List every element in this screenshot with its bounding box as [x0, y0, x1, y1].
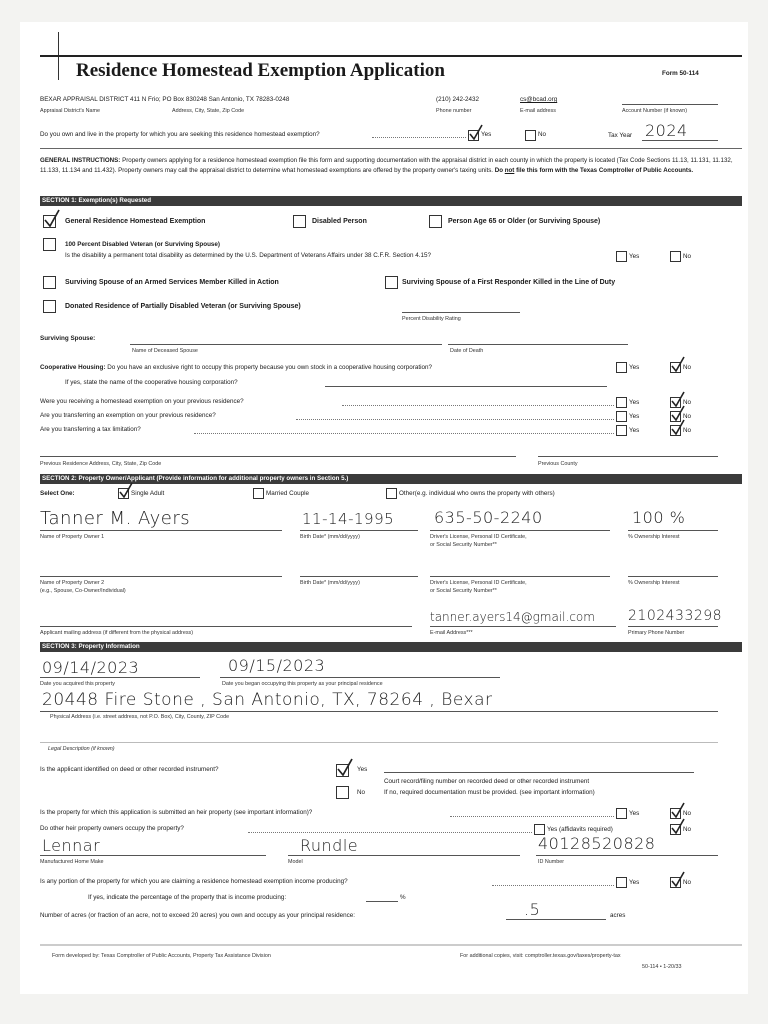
coop-no-label: No [683, 364, 692, 371]
heir-no-label: No [683, 810, 692, 817]
coop-no-checkbox[interactable] [670, 362, 681, 373]
acres-value[interactable]: .5 [524, 900, 541, 919]
mailing-line [40, 626, 412, 627]
death-caption: Date of Death [450, 348, 484, 354]
deed-yes-label: Yes [357, 766, 368, 773]
veteran-yes-checkbox[interactable] [616, 251, 627, 262]
tax-year-line [642, 140, 718, 141]
limitation-yes-checkbox[interactable] [616, 425, 627, 436]
first-responder-checkbox[interactable] [385, 276, 398, 289]
owner2-caption-1: Name of Property Owner 2 [40, 580, 105, 586]
court-record-line [384, 772, 694, 773]
veteran-no-label: No [683, 253, 692, 260]
owner2-pct-line [628, 576, 718, 577]
affidavits-label: Yes (affidavits required) [547, 826, 613, 833]
district-name-caption: Appraisal District's Name [40, 108, 101, 114]
court-caption: Court record/filing number on recorded deed or other recorded instrument [384, 778, 590, 785]
other-checkbox[interactable] [386, 488, 397, 499]
general-instructions-text: Property owners applying for a residence homestead exemption file this form and supporting documentation with the appraisal district in each county in which the property is located (Tax Code Sections 11.13, 11.131, 11.132, 11.133, 11.134 and 11.432). Property owners may call the appraisal district to determine what homestead exemptions are offered by the property owner's taxing units. [40, 157, 733, 174]
id-caption-2: or Social Security Number** [430, 542, 497, 548]
prev-county-line [538, 456, 718, 457]
transfer-no-label: No [683, 413, 692, 420]
general-instructions-label: GENERAL INSTRUCTIONS: [40, 157, 121, 164]
transfer-question: Are you transferring an exemption on your previous residence? [40, 412, 216, 419]
owner1-percent[interactable]: 100 % [632, 508, 686, 527]
leader-dots [372, 132, 466, 138]
veteran100-label: 100 Percent Disabled Veteran (or Surviving Spouse) [65, 241, 221, 248]
district-line [40, 96, 289, 103]
owner2-id-line [430, 576, 610, 577]
income-percent-question: If yes, indicate the percentage of the property that is income producing: [88, 894, 287, 901]
coop-yes-checkbox[interactable] [616, 362, 627, 373]
percent-line [402, 312, 520, 313]
deed-yes-checkbox[interactable] [336, 764, 349, 777]
surviving-spouse-label: Surviving Spouse: [40, 335, 96, 342]
model-line [288, 855, 520, 856]
divider [40, 148, 742, 149]
owner1-birth-line [300, 530, 418, 531]
acres-question: Number of acres (or fraction of an acre, not to exceed 20 acres) you own and occupy as your principal residence: [40, 912, 356, 919]
home-id[interactable]: 40128520828 [538, 834, 656, 853]
required-caption: If no, required documentation must be provided. (see important information) [384, 789, 595, 796]
footer-code: 50-114 • 1-20/33 [642, 964, 682, 970]
income-yes-checkbox[interactable] [616, 877, 627, 888]
age65-checkbox[interactable] [429, 215, 442, 228]
check-icon [336, 758, 354, 778]
address-caption: Address, City, State, Zip Code [172, 108, 245, 114]
home-make[interactable]: Lennar [42, 836, 101, 855]
general-exemption-checkbox[interactable] [43, 215, 56, 228]
phone-caption: Primary Phone Number [628, 630, 685, 636]
section1-bar: SECTION 1: Exemption(s) Requested [40, 196, 742, 206]
disabled-person-label: Disabled Person [312, 218, 367, 225]
pct-caption: % Ownership Interest [628, 534, 680, 540]
began-line [220, 677, 500, 678]
first-responder-label: Surviving Spouse of a First Responder Killed in the Line of Duty [402, 279, 616, 286]
leader-dots [296, 414, 614, 420]
acquired-caption: Date you acquired this property [40, 681, 115, 687]
tax-year-label: Tax Year [608, 132, 633, 139]
pct-caption: % Ownership Interest [628, 580, 680, 586]
own-live-question: Do you own and live in the property for which you are seeking this residence homestead exemption? [40, 131, 320, 138]
legal-line [40, 742, 718, 743]
email-caption: E-mail Address*** [430, 630, 473, 636]
legal-caption: Legal Description (if known) [48, 746, 115, 752]
income-percent-line [366, 901, 398, 902]
income-no-label: No [683, 879, 692, 886]
owner1-id[interactable]: 635-50-2240 [434, 508, 543, 527]
armed-services-checkbox[interactable] [43, 276, 56, 289]
email-line [430, 626, 616, 627]
phone-line [628, 626, 718, 627]
id-line [536, 855, 718, 856]
deed-no-checkbox[interactable] [336, 786, 349, 799]
section2-bar: SECTION 2: Property Owner/Applicant (Provide information for additional property owners in Section 5.) [40, 474, 742, 484]
id-caption-1: Driver's License, Personal ID Certificate, [430, 534, 527, 540]
applicant-phone[interactable]: 2102433298 [628, 608, 723, 624]
select-one-label: Select One: [40, 490, 75, 497]
birth-caption: Birth Date* (mm/dd/yyyy) [300, 534, 360, 540]
tax-year-value[interactable]: 2024 [645, 121, 688, 140]
deceased-line [130, 344, 442, 345]
age65-label: Person Age 65 or Older (or Surviving Spouse) [448, 218, 601, 225]
limitation-question: Are you transferring a tax limitation? [40, 426, 141, 433]
owner1-name[interactable]: Tanner M. Ayers [40, 508, 191, 529]
section3-bar: SECTION 3: Property Information [40, 642, 742, 652]
leader-dots [248, 827, 532, 833]
account-caption: Account Number (if known) [622, 108, 688, 114]
email-caption: E-mail address [520, 108, 556, 114]
coop-name-line [325, 386, 607, 387]
own-live-no-label: No [538, 131, 547, 138]
heir-yes-label: Yes [629, 810, 640, 817]
acres-line [506, 919, 606, 920]
acres-unit: acres [610, 912, 626, 919]
form-number: Form 50-114 [662, 70, 699, 77]
disabled-person-checkbox[interactable] [293, 215, 306, 228]
single-adult-label: Single Adult [131, 490, 165, 497]
deceased-caption: Name of Deceased Spouse [132, 348, 198, 354]
id-caption-2: or Social Security Number** [430, 588, 497, 594]
coop-yes-label: Yes [629, 364, 640, 371]
heir-yes-checkbox[interactable] [616, 808, 627, 819]
physical-address[interactable]: 20448 Fire Stone , San Antonio, TX, 78264 , Bexar [42, 690, 493, 710]
veteran100-checkbox[interactable] [43, 238, 56, 251]
single-adult-checkbox[interactable] [118, 488, 129, 499]
percent-caption: Percent Disability Rating [402, 316, 461, 322]
prev-question: Were you receiving a homestead exemption on your previous residence? [40, 398, 244, 405]
general-instructions [40, 156, 742, 175]
married-couple-checkbox[interactable] [253, 488, 264, 499]
own-live-no-checkbox[interactable] [525, 130, 536, 141]
acquired-date[interactable]: 09/14/2023 [42, 658, 140, 677]
coop-question: Do you have an exclusive right to occupy this property because you own stock in a cooperative housing corporation? [107, 364, 433, 371]
do-word: Do [494, 166, 503, 174]
physical-address-line [40, 711, 718, 712]
limitation-yes-label: Yes [629, 427, 640, 434]
coop-label: Cooperative Housing: [40, 364, 106, 371]
footer-left: Form developed by: Texas Comptroller of Public Accounts, Property Tax Assistance Division [52, 953, 271, 959]
footer-right: For additional copies, visit: comptroller.texas.gov/taxes/property-tax [460, 953, 621, 959]
district-name: BEXAR APPRAISAL DISTRICT [40, 96, 129, 103]
veteran-yes-label: Yes [629, 253, 640, 260]
form-title: Residence Homestead Exemption Application [76, 60, 445, 81]
district-email: cs@bcad.org [520, 96, 558, 103]
owner1-name-line [40, 530, 282, 531]
coop-question-line [40, 364, 432, 371]
heir-occupy-question: Do other heir property owners occupy the property? [40, 825, 184, 832]
do-not-file-text: file this form with the Texas Comptroller of Public Accounts. [516, 166, 694, 174]
not-word: not [504, 166, 515, 174]
make-line [40, 855, 266, 856]
acquired-line [40, 677, 200, 678]
id-caption-1: Driver's License, Personal ID Certificate, [430, 580, 527, 586]
donated-residence-checkbox[interactable] [43, 300, 56, 313]
district-phone: (210) 242-2432 [436, 96, 480, 103]
leader-dots [342, 400, 614, 406]
armed-services-label: Surviving Spouse of an Armed Services Member Killed in Action [65, 279, 279, 286]
owner1-birth[interactable]: 11-14-1995 [302, 510, 395, 528]
prev-county-caption: Previous County [538, 461, 578, 467]
began-caption: Date you began occupying this property as your principal residence [222, 681, 383, 687]
phone-caption: Phone number [436, 108, 472, 114]
physical-address-caption: Physical Address (i.e. street address, not P.O. Box), City, County, ZIP Code [50, 714, 230, 720]
own-live-yes-checkbox[interactable] [468, 130, 479, 141]
limitation-no-checkbox[interactable] [670, 425, 681, 436]
district-address: 411 N Frio; PO Box 830248 San Antonio, TX 78283-0248 [129, 96, 290, 103]
income-question: Is any portion of the property for which you are claiming a residence homestead exemption income producing? [40, 878, 348, 885]
form-page [20, 22, 748, 994]
other-label: Other(e.g. individual who owns the property with others) [399, 490, 555, 497]
transfer-yes-label: Yes [629, 413, 640, 420]
leader-dots [450, 811, 614, 817]
general-exemption-label: General Residence Homestead Exemption [65, 218, 206, 225]
home-model[interactable]: Rundle [300, 836, 359, 855]
veteran-question: Is the disability a permanent total disability as determined by the U.S. Department of Veterans Affairs under 38 C.F.R. Section 4.15? [65, 252, 431, 259]
own-live-yes-label: Yes [481, 131, 492, 138]
leader-dots [194, 428, 614, 434]
income-yes-label: Yes [629, 879, 640, 886]
owner2-birth-line [300, 576, 418, 577]
percent-sign: % [400, 894, 406, 901]
donated-residence-label: Donated Residence of Partially Disabled Veteran (or Surviving Spouse) [65, 303, 301, 310]
deed-question: Is the applicant identified on deed or other recorded instrument? [40, 766, 219, 773]
married-couple-label: Married Couple [266, 490, 310, 497]
check-icon [43, 209, 61, 229]
deed-no-label: No [357, 789, 366, 796]
began-date[interactable]: 09/15/2023 [228, 656, 326, 675]
owner1-caption: Name of Property Owner 1 [40, 534, 105, 540]
owner2-caption-2: (e.g., Spouse, Co-Owner/Individual) [40, 588, 126, 594]
mailing-caption: Applicant mailing address (if different from the physical address) [40, 630, 194, 636]
prev-no-label: No [683, 399, 692, 406]
prev-yes-checkbox[interactable] [616, 397, 627, 408]
prev-address-line [40, 456, 516, 457]
limitation-no-label: No [683, 427, 692, 434]
leader-dots [492, 880, 614, 886]
id-caption: ID Number [538, 859, 565, 865]
account-line [622, 104, 718, 105]
heir-occupy-no-label: No [683, 826, 692, 833]
transfer-yes-checkbox[interactable] [616, 411, 627, 422]
applicant-email[interactable]: tanner.ayers14@gmail.com [430, 610, 595, 624]
make-caption: Manufactured Home Make [40, 859, 104, 865]
veteran-no-checkbox[interactable] [670, 251, 681, 262]
owner1-pct-line [628, 530, 718, 531]
prev-address-caption: Previous Residence Address, City, State, Zip Code [40, 461, 162, 467]
owner1-id-line [430, 530, 610, 531]
income-no-checkbox[interactable] [670, 877, 681, 888]
footer-rule [40, 944, 742, 946]
prev-yes-label: Yes [629, 399, 640, 406]
birth-caption: Birth Date* (mm/dd/yyyy) [300, 580, 360, 586]
heir-occupy-no-checkbox[interactable] [670, 824, 681, 835]
heir-question: Is the property for which this application is submitted an heir property (see important information)? [40, 809, 313, 816]
title-rule [40, 55, 742, 57]
owner2-name-line [40, 576, 282, 577]
coop-name-question: If yes, state the name of the cooperative housing corporation? [65, 379, 238, 386]
death-line [448, 344, 628, 345]
model-caption: Model [288, 859, 303, 865]
